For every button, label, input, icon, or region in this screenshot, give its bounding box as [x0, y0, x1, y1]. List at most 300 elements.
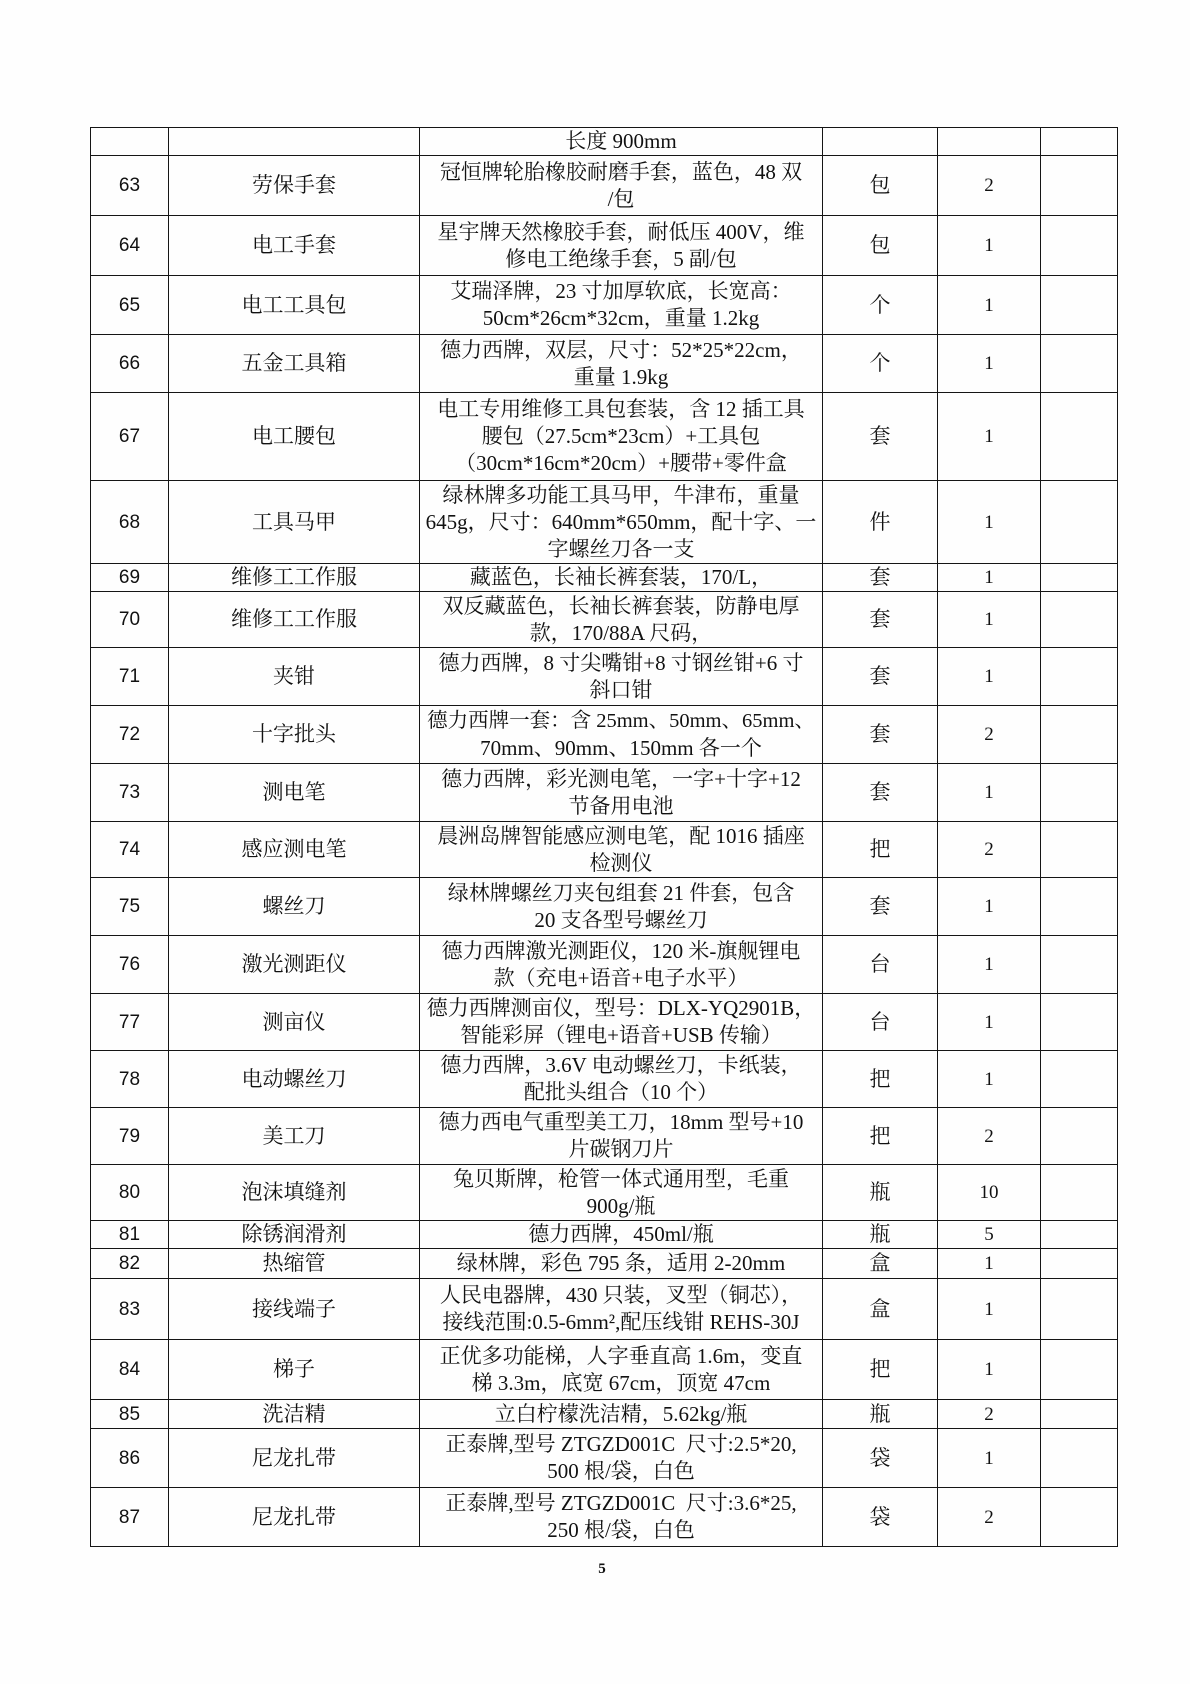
item-spec-line: 70mm、90mm、150mm 各一个 — [480, 735, 762, 760]
item-quantity: 1 — [984, 666, 994, 687]
item-name: 除锈润滑剂 — [241, 1222, 347, 1246]
item-name-cell — [169, 1429, 420, 1488]
item-unit-cell — [823, 1429, 938, 1488]
item-number-cell — [91, 878, 169, 936]
item-number: 67 — [118, 426, 141, 447]
item-name: 测亩仪 — [262, 1009, 326, 1034]
item-unit: 套 — [869, 780, 891, 804]
item-spec-cell — [420, 936, 823, 994]
item-unit-cell — [823, 1249, 938, 1279]
item-number: 70 — [118, 609, 141, 630]
item-table — [90, 127, 1118, 1547]
item-quantity: 1 — [984, 294, 994, 316]
item-unit-cell — [823, 822, 938, 878]
item-spec-line: 人民电器牌，430 只装，叉型（铜芯）， — [439, 1283, 803, 1307]
item-unit-cell — [823, 1279, 938, 1340]
item-unit: 台 — [869, 952, 891, 976]
item-spec-cell — [420, 878, 823, 936]
table-row — [91, 878, 1118, 936]
item-name-cell — [169, 1249, 420, 1279]
item-name-cell — [169, 276, 420, 335]
item-name-cell — [169, 1340, 420, 1400]
item-spec-cell — [420, 564, 823, 592]
item-spec-line: 星宇牌天然橡胶手套，耐低压 400V，维 — [437, 219, 805, 244]
item-unit-cell — [823, 648, 938, 706]
item-unit: 件 — [869, 509, 891, 534]
item-number: 75 — [118, 896, 141, 917]
item-unit: 盒 — [869, 1251, 891, 1275]
item-spec-line: 500 根/袋，白色 — [547, 1459, 695, 1483]
item-spec-cell — [420, 1340, 823, 1400]
item-number-cell — [91, 1108, 169, 1165]
item-number: 79 — [118, 1125, 141, 1147]
item-unit-cell — [823, 592, 938, 648]
item-remark-cell — [1041, 592, 1118, 648]
item-number-cell — [91, 1488, 169, 1547]
item-spec-cell — [420, 1279, 823, 1340]
item-remark-cell — [1041, 481, 1118, 564]
item-remark-cell — [1041, 393, 1118, 481]
item-remark-cell — [1041, 335, 1118, 393]
item-quantity: 2 — [984, 1506, 994, 1528]
item-quantity-cell — [938, 936, 1041, 994]
item-name-cell — [169, 592, 420, 648]
item-name-cell — [169, 393, 420, 481]
item-spec-line: 配批头组合（10 个） — [523, 1080, 719, 1104]
item-number-cell — [91, 481, 169, 564]
item-spec-cell — [420, 1051, 823, 1108]
item-name-cell — [169, 1051, 420, 1108]
table-row — [91, 1429, 1118, 1488]
item-number-cell — [91, 822, 169, 878]
item-spec-cell — [420, 648, 823, 706]
item-quantity: 1 — [984, 235, 994, 256]
item-quantity-cell — [938, 1051, 1041, 1108]
item-quantity-cell — [938, 1429, 1041, 1488]
item-number-cell — [91, 276, 169, 335]
item-spec-cell — [420, 706, 823, 764]
item-spec-line: 梯 3.3m，底宽 67cm，顶宽 47cm — [471, 1370, 771, 1395]
item-unit: 台 — [869, 1009, 891, 1034]
item-spec-line: 电工专用维修工具包套装，含 12 插工具 — [437, 397, 805, 421]
item-number-cell — [91, 1429, 169, 1488]
item-unit-cell — [823, 936, 938, 994]
item-name-cell — [169, 128, 420, 156]
item-spec-line: 接线范围:0.5-6mm²,配压线钳 REHS-30J — [442, 1310, 800, 1334]
item-number: 73 — [118, 782, 141, 803]
item-quantity-cell — [938, 1165, 1041, 1221]
item-remark-cell — [1041, 1165, 1118, 1221]
item-number: 71 — [118, 666, 141, 687]
item-unit: 包 — [869, 233, 891, 257]
item-name-cell — [169, 156, 420, 216]
item-number: 74 — [118, 839, 141, 860]
item-name-cell — [169, 878, 420, 936]
item-name: 电动螺丝刀 — [241, 1066, 347, 1091]
item-quantity: 1 — [984, 1253, 994, 1274]
item-unit: 套 — [869, 607, 891, 631]
item-quantity-cell — [938, 564, 1041, 592]
item-spec-line: 德力西牌，3.6V 电动螺丝刀，卡纸装， — [440, 1053, 802, 1077]
table-row — [91, 1051, 1118, 1108]
table-row — [91, 1221, 1118, 1249]
item-name-cell — [169, 1400, 420, 1429]
item-unit-cell — [823, 1165, 938, 1221]
item-name-cell — [169, 1488, 420, 1547]
table-row-continuation — [91, 128, 1118, 156]
item-unit-cell — [823, 216, 938, 276]
item-number: 68 — [118, 511, 141, 533]
item-number-cell — [91, 1340, 169, 1400]
item-spec-cell — [420, 592, 823, 648]
item-unit: 套 — [869, 424, 891, 448]
item-quantity: 1 — [984, 1068, 994, 1090]
item-name: 电工工具包 — [241, 292, 347, 317]
table-row — [91, 1279, 1118, 1340]
item-remark-cell — [1041, 1221, 1118, 1249]
item-quantity-cell — [938, 1340, 1041, 1400]
item-number: 66 — [118, 353, 141, 374]
item-unit-cell — [823, 1340, 938, 1400]
item-spec-line: 智能彩屏（锂电+语音+USB 传输） — [460, 1023, 782, 1047]
item-quantity-cell — [938, 1488, 1041, 1547]
item-name-cell — [169, 216, 420, 276]
item-number: 76 — [118, 954, 141, 975]
item-name: 激光测距仪 — [241, 952, 347, 976]
item-unit: 袋 — [869, 1445, 891, 1470]
item-unit: 把 — [869, 1357, 891, 1381]
table-row — [91, 276, 1118, 335]
item-unit-cell — [823, 156, 938, 216]
item-quantity: 2 — [984, 724, 994, 745]
item-name: 洗洁精 — [262, 1401, 326, 1426]
table-row — [91, 1165, 1118, 1221]
item-name-cell — [169, 706, 420, 764]
table-row — [91, 648, 1118, 706]
item-remark-cell — [1041, 216, 1118, 276]
item-quantity: 1 — [984, 954, 994, 975]
item-spec-line: 正泰牌,型号 ZTGZD001C 尺寸:2.5*20, — [445, 1432, 797, 1456]
item-quantity-cell — [938, 128, 1041, 156]
item-quantity: 1 — [984, 353, 994, 374]
table-row — [91, 156, 1118, 216]
item-name-cell — [169, 936, 420, 994]
table-row — [91, 764, 1118, 822]
item-remark-cell — [1041, 564, 1118, 592]
item-spec-cell — [420, 764, 823, 822]
item-name: 十字批头 — [252, 722, 336, 746]
table-row — [91, 994, 1118, 1051]
item-spec-cell — [420, 1488, 823, 1547]
item-unit: 套 — [869, 894, 891, 918]
item-spec-line: 藏蓝色，长袖长裤套装，170/L， — [469, 565, 773, 589]
item-spec-cell — [420, 216, 823, 276]
item-number-cell — [91, 936, 169, 994]
item-quantity: 1 — [984, 426, 994, 447]
item-quantity-cell — [938, 481, 1041, 564]
item-number: 81 — [118, 1224, 141, 1245]
item-remark-cell — [1041, 128, 1118, 156]
item-spec-line: 立白柠檬洗洁精，5.62kg/瓶 — [494, 1401, 748, 1426]
item-remark-cell — [1041, 156, 1118, 216]
item-quantity: 2 — [984, 175, 994, 196]
item-spec-line: 款，170/88A 尺码， — [529, 620, 713, 645]
item-number-cell — [91, 1051, 169, 1108]
item-spec-line: 250 根/袋，白色 — [547, 1518, 695, 1542]
item-quantity: 1 — [984, 1447, 994, 1469]
item-table-body — [91, 128, 1118, 1547]
item-name-cell — [169, 481, 420, 564]
item-remark-cell — [1041, 822, 1118, 878]
item-number: 64 — [118, 235, 141, 256]
item-number-cell — [91, 156, 169, 216]
item-unit: 袋 — [869, 1504, 891, 1529]
item-spec-line: 德力西牌一套：含 25mm、50mm、65mm、 — [427, 709, 815, 732]
item-name: 泡沫填缝剂 — [241, 1180, 347, 1204]
item-quantity: 2 — [984, 1403, 994, 1425]
item-number-cell — [91, 1165, 169, 1221]
item-quantity: 1 — [984, 1298, 994, 1320]
item-number: 87 — [118, 1506, 141, 1528]
item-quantity-cell — [938, 216, 1041, 276]
item-spec-cell — [420, 1165, 823, 1221]
item-spec-cell — [420, 276, 823, 335]
item-quantity: 1 — [984, 1011, 994, 1033]
item-quantity: 10 — [979, 1182, 999, 1203]
item-remark-cell — [1041, 1400, 1118, 1429]
table-row — [91, 592, 1118, 648]
item-spec-line: 645g，尺寸：640mm*650mm，配十字、一 — [425, 509, 817, 534]
item-number: 72 — [118, 724, 141, 745]
item-spec-cell — [420, 481, 823, 564]
item-number: 77 — [118, 1011, 141, 1033]
item-quantity-cell — [938, 1279, 1041, 1340]
item-number: 83 — [118, 1298, 141, 1320]
item-quantity-cell — [938, 1221, 1041, 1249]
item-remark-cell — [1041, 1488, 1118, 1547]
item-quantity-cell — [938, 592, 1041, 648]
item-name: 美工刀 — [262, 1123, 326, 1148]
item-spec-cell — [420, 1249, 823, 1279]
item-name-cell — [169, 764, 420, 822]
item-number: 82 — [118, 1253, 141, 1274]
item-name: 接线端子 — [252, 1296, 336, 1321]
item-unit-cell — [823, 764, 938, 822]
table-row — [91, 393, 1118, 481]
item-spec-cell — [420, 335, 823, 393]
item-unit: 个 — [869, 351, 891, 375]
item-remark-cell — [1041, 764, 1118, 822]
item-unit-cell — [823, 481, 938, 564]
item-number: 65 — [118, 294, 141, 316]
item-spec-line: 20 支各型号螺丝刀 — [534, 907, 708, 932]
item-unit-cell — [823, 335, 938, 393]
item-quantity: 1 — [984, 782, 994, 803]
item-quantity: 1 — [984, 896, 994, 917]
item-unit-cell — [823, 994, 938, 1051]
item-number: 85 — [118, 1403, 141, 1425]
item-unit-cell — [823, 393, 938, 481]
item-unit: 瓶 — [869, 1180, 891, 1204]
item-name: 工具马甲 — [252, 509, 336, 534]
item-spec-line: 绿林牌，彩色 795 条，适用 2-20mm — [456, 1251, 786, 1275]
item-spec-line: 德力西牌，彩光测电笔，一字+十字+12 — [441, 766, 801, 791]
item-spec-cell — [420, 393, 823, 481]
item-unit: 把 — [869, 837, 891, 861]
item-name: 测电笔 — [262, 780, 326, 804]
item-name-cell — [169, 564, 420, 592]
item-unit-cell — [823, 128, 938, 156]
item-spec-line: 字螺丝刀各一支 — [547, 536, 695, 561]
table-row — [91, 1400, 1118, 1429]
item-remark-cell — [1041, 994, 1118, 1051]
item-name: 夹钳 — [273, 664, 315, 688]
item-remark-cell — [1041, 706, 1118, 764]
item-number: 86 — [118, 1447, 141, 1469]
table-row — [91, 335, 1118, 393]
item-number-cell — [91, 1279, 169, 1340]
item-number-cell — [91, 764, 169, 822]
item-quantity-cell — [938, 276, 1041, 335]
item-name: 电工手套 — [252, 233, 336, 257]
item-name: 维修工工作服 — [231, 565, 357, 589]
item-number-cell — [91, 706, 169, 764]
item-name-cell — [169, 648, 420, 706]
item-quantity: 5 — [984, 1224, 994, 1245]
item-quantity-cell — [938, 994, 1041, 1051]
item-spec-line: 艾瑞泽牌，23 寸加厚软底，长宽高： — [450, 279, 792, 303]
table-row — [91, 1249, 1118, 1279]
page-number: 5 — [598, 1561, 606, 1577]
item-number-cell — [91, 128, 169, 156]
item-unit: 把 — [869, 1066, 891, 1091]
item-name: 感应测电笔 — [241, 837, 347, 861]
item-unit: 套 — [869, 722, 891, 746]
item-spec-line: 片碳钢刀片 — [568, 1137, 674, 1161]
item-name: 尼龙扎带 — [252, 1445, 336, 1470]
item-name-cell — [169, 1108, 420, 1165]
table-row — [91, 481, 1118, 564]
item-number-cell — [91, 1400, 169, 1429]
table-row — [91, 1340, 1118, 1400]
table-row — [91, 936, 1118, 994]
item-unit-cell — [823, 1488, 938, 1547]
item-spec-line: 检测仪 — [589, 850, 653, 875]
item-spec-line: 修电工绝缘手套，5 副/包 — [505, 246, 737, 271]
item-spec-cell — [420, 822, 823, 878]
item-remark-cell — [1041, 1249, 1118, 1279]
item-unit: 个 — [869, 292, 891, 317]
item-name-cell — [169, 994, 420, 1051]
item-unit-cell — [823, 276, 938, 335]
item-name: 螺丝刀 — [262, 894, 326, 918]
item-spec-line: 正泰牌,型号 ZTGZD001C 尺寸:3.6*25, — [445, 1491, 797, 1515]
item-unit: 瓶 — [869, 1222, 891, 1246]
item-unit-cell — [823, 564, 938, 592]
item-number-cell — [91, 994, 169, 1051]
item-spec-line: （30cm*16cm*20cm）+腰带+零件盒 — [455, 451, 787, 475]
item-remark-cell — [1041, 648, 1118, 706]
item-unit-cell — [823, 1051, 938, 1108]
item-spec-cell — [420, 1429, 823, 1488]
table-row — [91, 216, 1118, 276]
item-quantity-cell — [938, 764, 1041, 822]
item-spec-cell — [420, 128, 823, 156]
item-number: 69 — [118, 567, 141, 588]
item-remark-cell — [1041, 936, 1118, 994]
item-remark-cell — [1041, 1279, 1118, 1340]
item-unit-cell — [823, 878, 938, 936]
item-name-cell — [169, 1165, 420, 1221]
item-number-cell — [91, 1221, 169, 1249]
item-name-cell — [169, 1221, 420, 1249]
item-spec-line: 腰包（27.5cm*23cm）+工具包 — [481, 424, 761, 448]
item-spec-line: 兔贝斯牌，枪管一体式通用型，毛重 — [453, 1166, 789, 1191]
item-spec-cell — [420, 156, 823, 216]
item-unit: 盒 — [869, 1296, 891, 1321]
item-spec-line: 绿林牌螺丝刀夹包组套 21 件套，包含 — [447, 880, 795, 905]
item-quantity: 2 — [984, 1125, 994, 1147]
item-unit: 把 — [869, 1123, 891, 1148]
item-spec-line: 双反藏蓝色，长袖长裤套装，防静电厚 — [442, 593, 800, 618]
item-quantity-cell — [938, 1249, 1041, 1279]
item-number-cell — [91, 393, 169, 481]
item-name-cell — [169, 822, 420, 878]
item-number-cell — [91, 335, 169, 393]
item-spec-line: 冠恒牌轮胎橡胶耐磨手套，蓝色，48 双 — [439, 159, 803, 184]
item-spec-line: 德力西牌，双层，尺寸：52*25*22cm， — [440, 337, 802, 362]
item-spec-line: /包 — [607, 186, 635, 211]
item-name: 劳保手套 — [252, 173, 336, 197]
item-unit: 瓶 — [869, 1401, 891, 1426]
item-remark-cell — [1041, 1108, 1118, 1165]
item-quantity-cell — [938, 878, 1041, 936]
item-spec-line: 德力西电气重型美工刀，18mm 型号+10 — [438, 1110, 804, 1134]
item-quantity: 2 — [984, 839, 994, 860]
item-unit-cell — [823, 1108, 938, 1165]
item-spec-cell — [420, 1221, 823, 1249]
item-number-cell — [91, 592, 169, 648]
item-quantity-cell — [938, 393, 1041, 481]
item-unit: 套 — [869, 565, 891, 589]
item-spec-line: 晨洲岛牌智能感应测电笔，配 1016 插座 — [437, 823, 805, 848]
item-quantity-cell — [938, 1400, 1041, 1429]
item-remark-cell — [1041, 1429, 1118, 1488]
item-name-cell — [169, 1279, 420, 1340]
item-spec-line: 德力西牌激光测距仪，120 米-旗舰锂电 — [441, 938, 801, 963]
item-spec-line: 节备用电池 — [568, 793, 674, 818]
item-spec-line: 900g/瓶 — [586, 1193, 656, 1218]
item-spec-cell — [420, 994, 823, 1051]
item-spec-cell — [420, 1108, 823, 1165]
item-unit-cell — [823, 1221, 938, 1249]
item-unit: 套 — [869, 664, 891, 688]
item-spec-line: 斜口钳 — [589, 677, 653, 702]
table-row — [91, 1108, 1118, 1165]
table-row — [91, 706, 1118, 764]
item-number-cell — [91, 216, 169, 276]
item-spec-line: 正优多功能梯，人字垂直高 1.6m，变直 — [439, 1343, 803, 1368]
item-spec-line: 重量 1.9kg — [573, 364, 669, 389]
item-unit-cell — [823, 1400, 938, 1429]
item-quantity: 1 — [984, 1359, 994, 1380]
item-spec-line: 款（充电+语音+电子水平） — [493, 965, 749, 990]
item-quantity: 1 — [984, 609, 994, 630]
item-unit: 包 — [869, 173, 891, 197]
item-number: 80 — [118, 1182, 141, 1203]
item-quantity: 1 — [984, 511, 994, 533]
item-spec-line: 50cm*26cm*32cm，重量 1.2kg — [482, 306, 760, 330]
